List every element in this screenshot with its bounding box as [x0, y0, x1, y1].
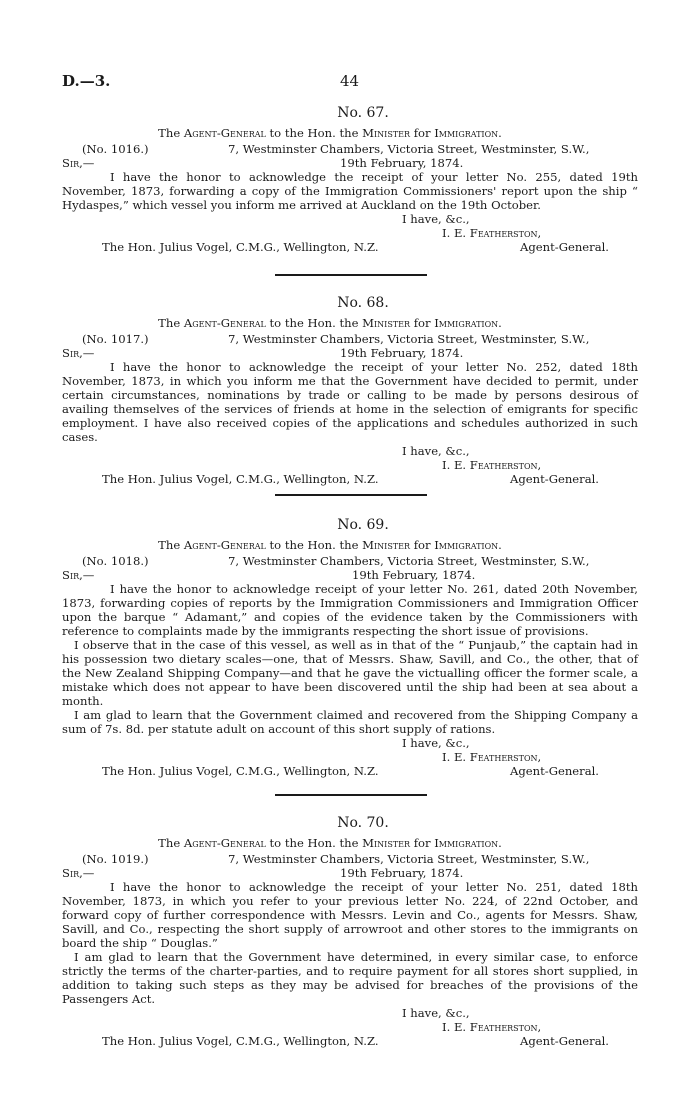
addressee-line	[62, 764, 638, 778]
reference-number: (No. 1019.)	[82, 852, 149, 866]
reference-number: (No. 1016.)	[82, 142, 149, 156]
letter-date: 19th February, 1874.	[340, 156, 464, 170]
salutation-date-line	[62, 346, 638, 360]
sender-address: 7, Westminster Chambers, Victoria Street, Westminster, S.W.,	[228, 554, 590, 568]
salutation-date-line	[62, 568, 638, 582]
closing-line	[62, 736, 638, 750]
ref-address-line	[62, 332, 638, 346]
signature: I. E. Featherston,	[442, 1020, 542, 1034]
letter-number: No. 69.	[337, 517, 389, 533]
closing-line	[62, 1006, 638, 1020]
letter-number: No. 70.	[337, 815, 389, 831]
sender-address: 7, Westminster Chambers, Victoria Street, Westminster, S.W.,	[228, 142, 590, 156]
document-reference: D.—3.	[62, 72, 111, 90]
salutation-date-line	[62, 866, 638, 880]
reference-number: (No. 1017.)	[82, 332, 149, 346]
addressee: The Hon. Julius Vogel, C.M.G., Wellington, N.Z.	[102, 472, 379, 486]
signature-line	[62, 750, 638, 764]
addressee-line	[62, 1034, 638, 1048]
section-divider	[275, 274, 427, 276]
signature-line	[62, 458, 638, 472]
reference-number: (No. 1018.)	[82, 554, 149, 568]
addressee: The Hon. Julius Vogel, C.M.G., Wellington, N.Z.	[102, 764, 379, 778]
closing-line	[62, 444, 638, 458]
letter-67	[62, 104, 638, 254]
letter-heading: The Agent-General to the Hon. the Minister for Immigration.	[158, 316, 502, 330]
signatory-title: Agent-General.	[520, 240, 609, 254]
letter-number: No. 67.	[337, 105, 389, 121]
letter-paragraph: I have the honor to acknowledge the receipt of your letter No. 251, dated 18th November, 1873, in which you refer to your previous letter No. 224, of 22nd October, and forward copy of further correspondence with Messrs. Levin and Co., agents for Messrs. Shaw, Savill, and Co., respecting the short supply of arrowroot and other stores to the immigrants on board the ship “ Douglas.”	[62, 880, 638, 950]
letter-heading: The Agent-General to the Hon. the Minister for Immigration.	[158, 836, 502, 850]
letter-70	[62, 814, 638, 1048]
letter-paragraph: I have the honor to acknowledge receipt of your letter No. 261, dated 20th November, 1873, forwarding copies of reports by the Immigration Commissioners and Immigration Officer upon the barque “ Adamant,” and copies of the evidence taken by the Commissioners with reference to complaints made by the immigrants respecting the short issue of provisions.	[62, 582, 638, 638]
letter-paragraph: I have the honor to acknowledge the receipt of your letter No. 255, dated 19th November, 1873, forwarding a copy of the Immigration Commissioners' report upon the ship “ Hydaspes,” which vessel you inform me arrived at Auckland on the 19th October.	[62, 170, 638, 212]
section-divider	[275, 494, 427, 496]
ref-address-line	[62, 852, 638, 866]
letter-heading: The Agent-General to the Hon. the Minister for Immigration.	[158, 538, 502, 552]
ref-address-line	[62, 142, 638, 156]
letter-69	[62, 516, 638, 778]
ref-address-line	[62, 554, 638, 568]
letter-paragraph: I am glad to learn that the Government claimed and recovered from the Shipping Company a sum of 7s. 8d. per statute adult on account of this short supply of rations.	[62, 708, 638, 736]
closing: I have, &c.,	[402, 1006, 470, 1020]
letter-heading: The Agent-General to the Hon. the Minister for Immigration.	[158, 126, 502, 140]
salutation: Sir,—	[62, 156, 95, 170]
salutation: Sir,—	[62, 568, 95, 582]
closing: I have, &c.,	[402, 444, 470, 458]
addressee: The Hon. Julius Vogel, C.M.G., Wellington, N.Z.	[102, 240, 379, 254]
letter-paragraph: I have the honor to acknowledge the receipt of your letter No. 252, dated 18th November, 1873, in which you inform me that the Government have decided to permit, under certain circumstances, nominations by trade or calling to be made by persons desirous of availing themselves of the services of friends at home in the selection of emigrants for specific employment. I have also received copies of the applications and schedules authorized in such cases.	[62, 360, 638, 444]
letter-number: No. 68.	[337, 295, 389, 311]
addressee-line	[62, 472, 638, 486]
page-number: 44	[340, 72, 360, 90]
section-divider	[275, 794, 427, 796]
signature: I. E. Featherston,	[442, 226, 542, 240]
addressee: The Hon. Julius Vogel, C.M.G., Wellington, N.Z.	[102, 1034, 379, 1048]
closing: I have, &c.,	[402, 736, 470, 750]
letter-paragraph: I observe that in the case of this vessel, as well as in that of the “ Punjaub,” the captain had in his possession two dietary scales—one, that of Messrs. Shaw, Savill, and Co., the other, that of the New Zealand Shipping Company—and that he gave the victualling officer the former scale, a mistake which does not appear to have been discovered until the ship had been at sea about a month.	[62, 638, 638, 708]
running-head	[62, 72, 638, 94]
salutation-date-line	[62, 156, 638, 170]
addressee-line	[62, 240, 638, 254]
letter-date: 19th February, 1874.	[340, 346, 464, 360]
signature: I. E. Featherston,	[442, 750, 542, 764]
signatory-title: Agent-General.	[520, 1034, 609, 1048]
signatory-title: Agent-General.	[510, 764, 599, 778]
signatory-title: Agent-General.	[510, 472, 599, 486]
signature-line	[62, 1020, 638, 1034]
salutation: Sir,—	[62, 866, 95, 880]
closing: I have, &c.,	[402, 212, 470, 226]
letter-paragraph: I am glad to learn that the Government have determined, in every similar case, to enforce strictly the terms of the charter-parties, and to require payment for all stores short supplied, in addition to taking such steps as they may be advised for breaches of the provisions of the Passengers Act.	[62, 950, 638, 1006]
letter-date: 19th February, 1874.	[340, 866, 464, 880]
letter-68	[62, 294, 638, 486]
signature: I. E. Featherston,	[442, 458, 542, 472]
letter-date: 19th February, 1874.	[352, 568, 476, 582]
sender-address: 7, Westminster Chambers, Victoria Street, Westminster, S.W.,	[228, 852, 590, 866]
closing-line	[62, 212, 638, 226]
signature-line	[62, 226, 638, 240]
salutation: Sir,—	[62, 346, 95, 360]
sender-address: 7, Westminster Chambers, Victoria Street, Westminster, S.W.,	[228, 332, 590, 346]
